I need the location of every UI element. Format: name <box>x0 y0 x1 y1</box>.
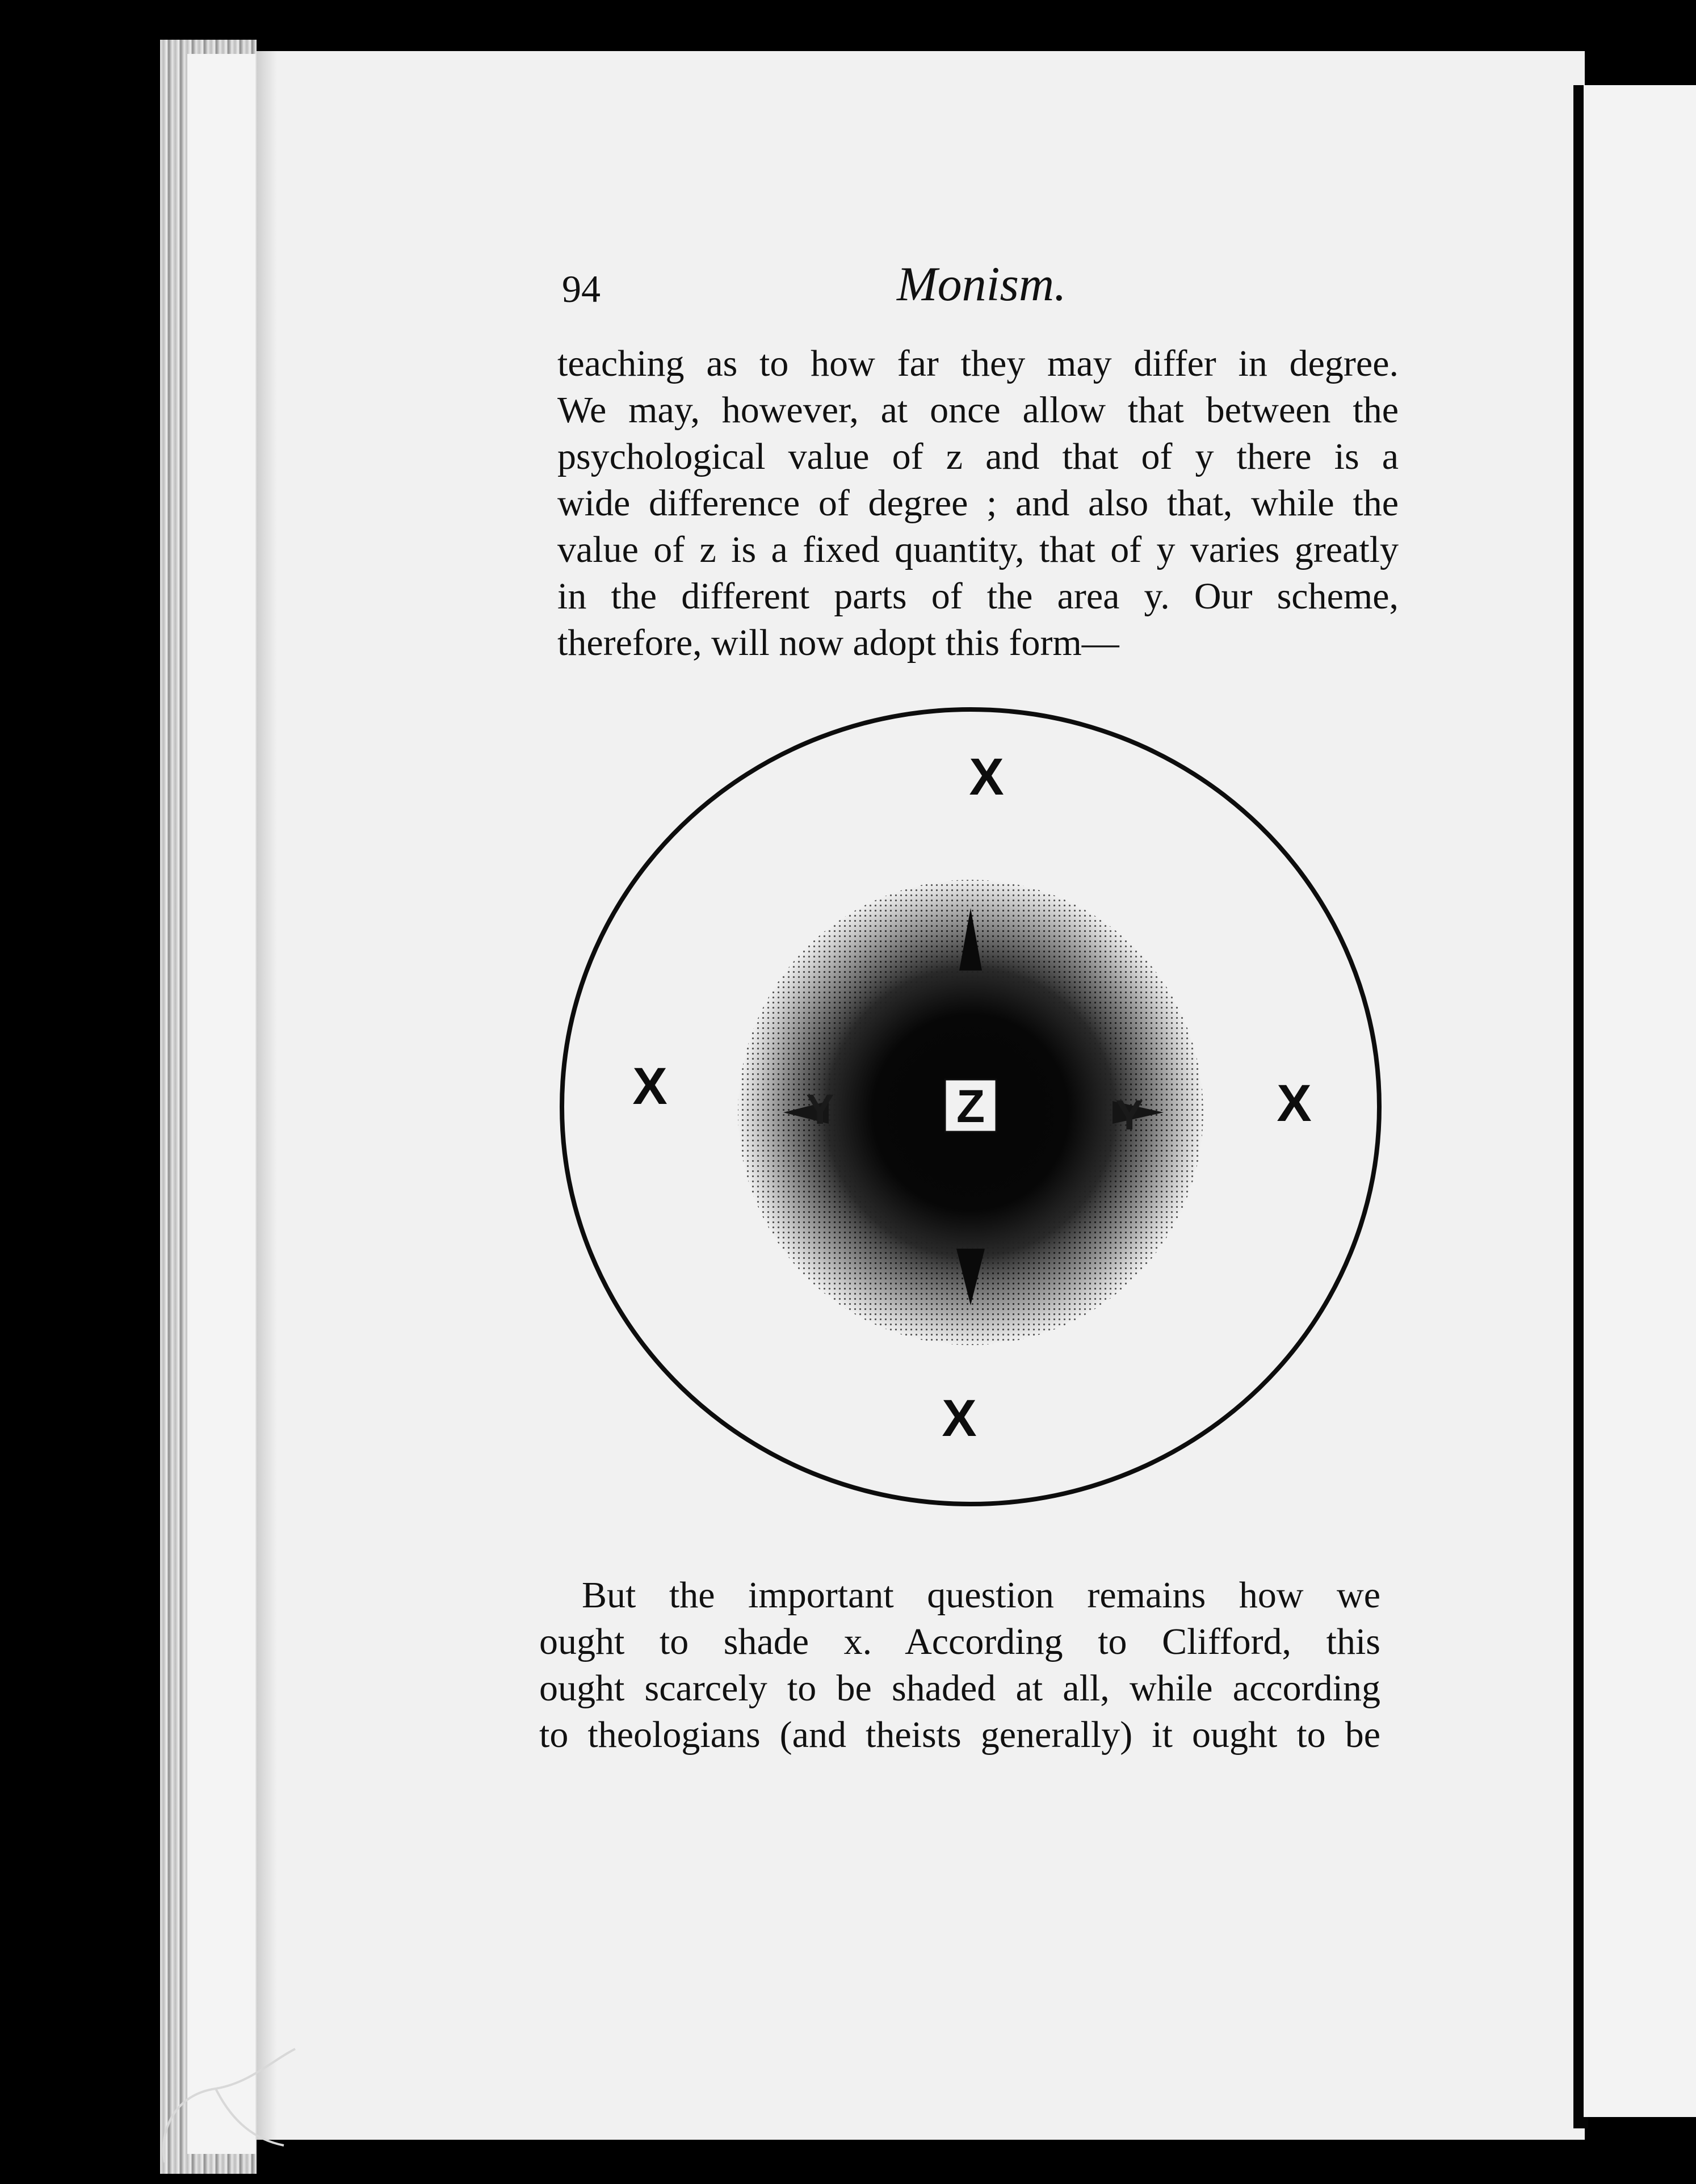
y-label-right: Y <box>1115 1091 1144 1139</box>
page-stack-highlight <box>187 54 255 2154</box>
text-line: to theologians (and theists generally) it ought to be <box>539 1714 1380 1755</box>
x-label-top: X <box>969 748 1004 806</box>
x-label-left: X <box>632 1057 668 1115</box>
x-label-right: X <box>1277 1074 1312 1132</box>
x-label-bottom: X <box>942 1389 977 1447</box>
z-label: Z <box>956 1081 985 1132</box>
text-line: teaching as to how far they may differ in degree. <box>557 343 1399 384</box>
page-header <box>562 255 1385 318</box>
text-line: ought to shade x. According to Clifford, this <box>539 1621 1380 1662</box>
page-number: 94 <box>562 267 601 310</box>
text-line: therefore, will now adopt this form— <box>557 622 1119 663</box>
text-line: psychological value of z and that of y there is a <box>557 436 1399 477</box>
text-line: value of z is a fixed quantity, that of y varies greatly <box>557 529 1399 570</box>
text-line: wide difference of degree ; and also that, while the <box>557 482 1399 524</box>
text-line: We may, however, at once allow that between the <box>557 389 1399 431</box>
running-title: Monism. <box>897 257 1067 311</box>
monism-diagram <box>556 704 1385 1515</box>
page-shadow <box>257 51 277 2140</box>
y-label-left: Y <box>806 1086 834 1133</box>
text-line: But the important question remains how we <box>582 1574 1380 1616</box>
scan-artifact <box>125 2026 363 2174</box>
text-line: ought scarcely to be shaded at all, while according <box>539 1668 1380 1709</box>
facing-page-edge <box>1584 85 1696 2117</box>
text-line: in the different parts of the area y. Our scheme, <box>557 576 1399 617</box>
paragraph-1 <box>557 341 1399 666</box>
paragraph-2 <box>539 1572 1380 1758</box>
